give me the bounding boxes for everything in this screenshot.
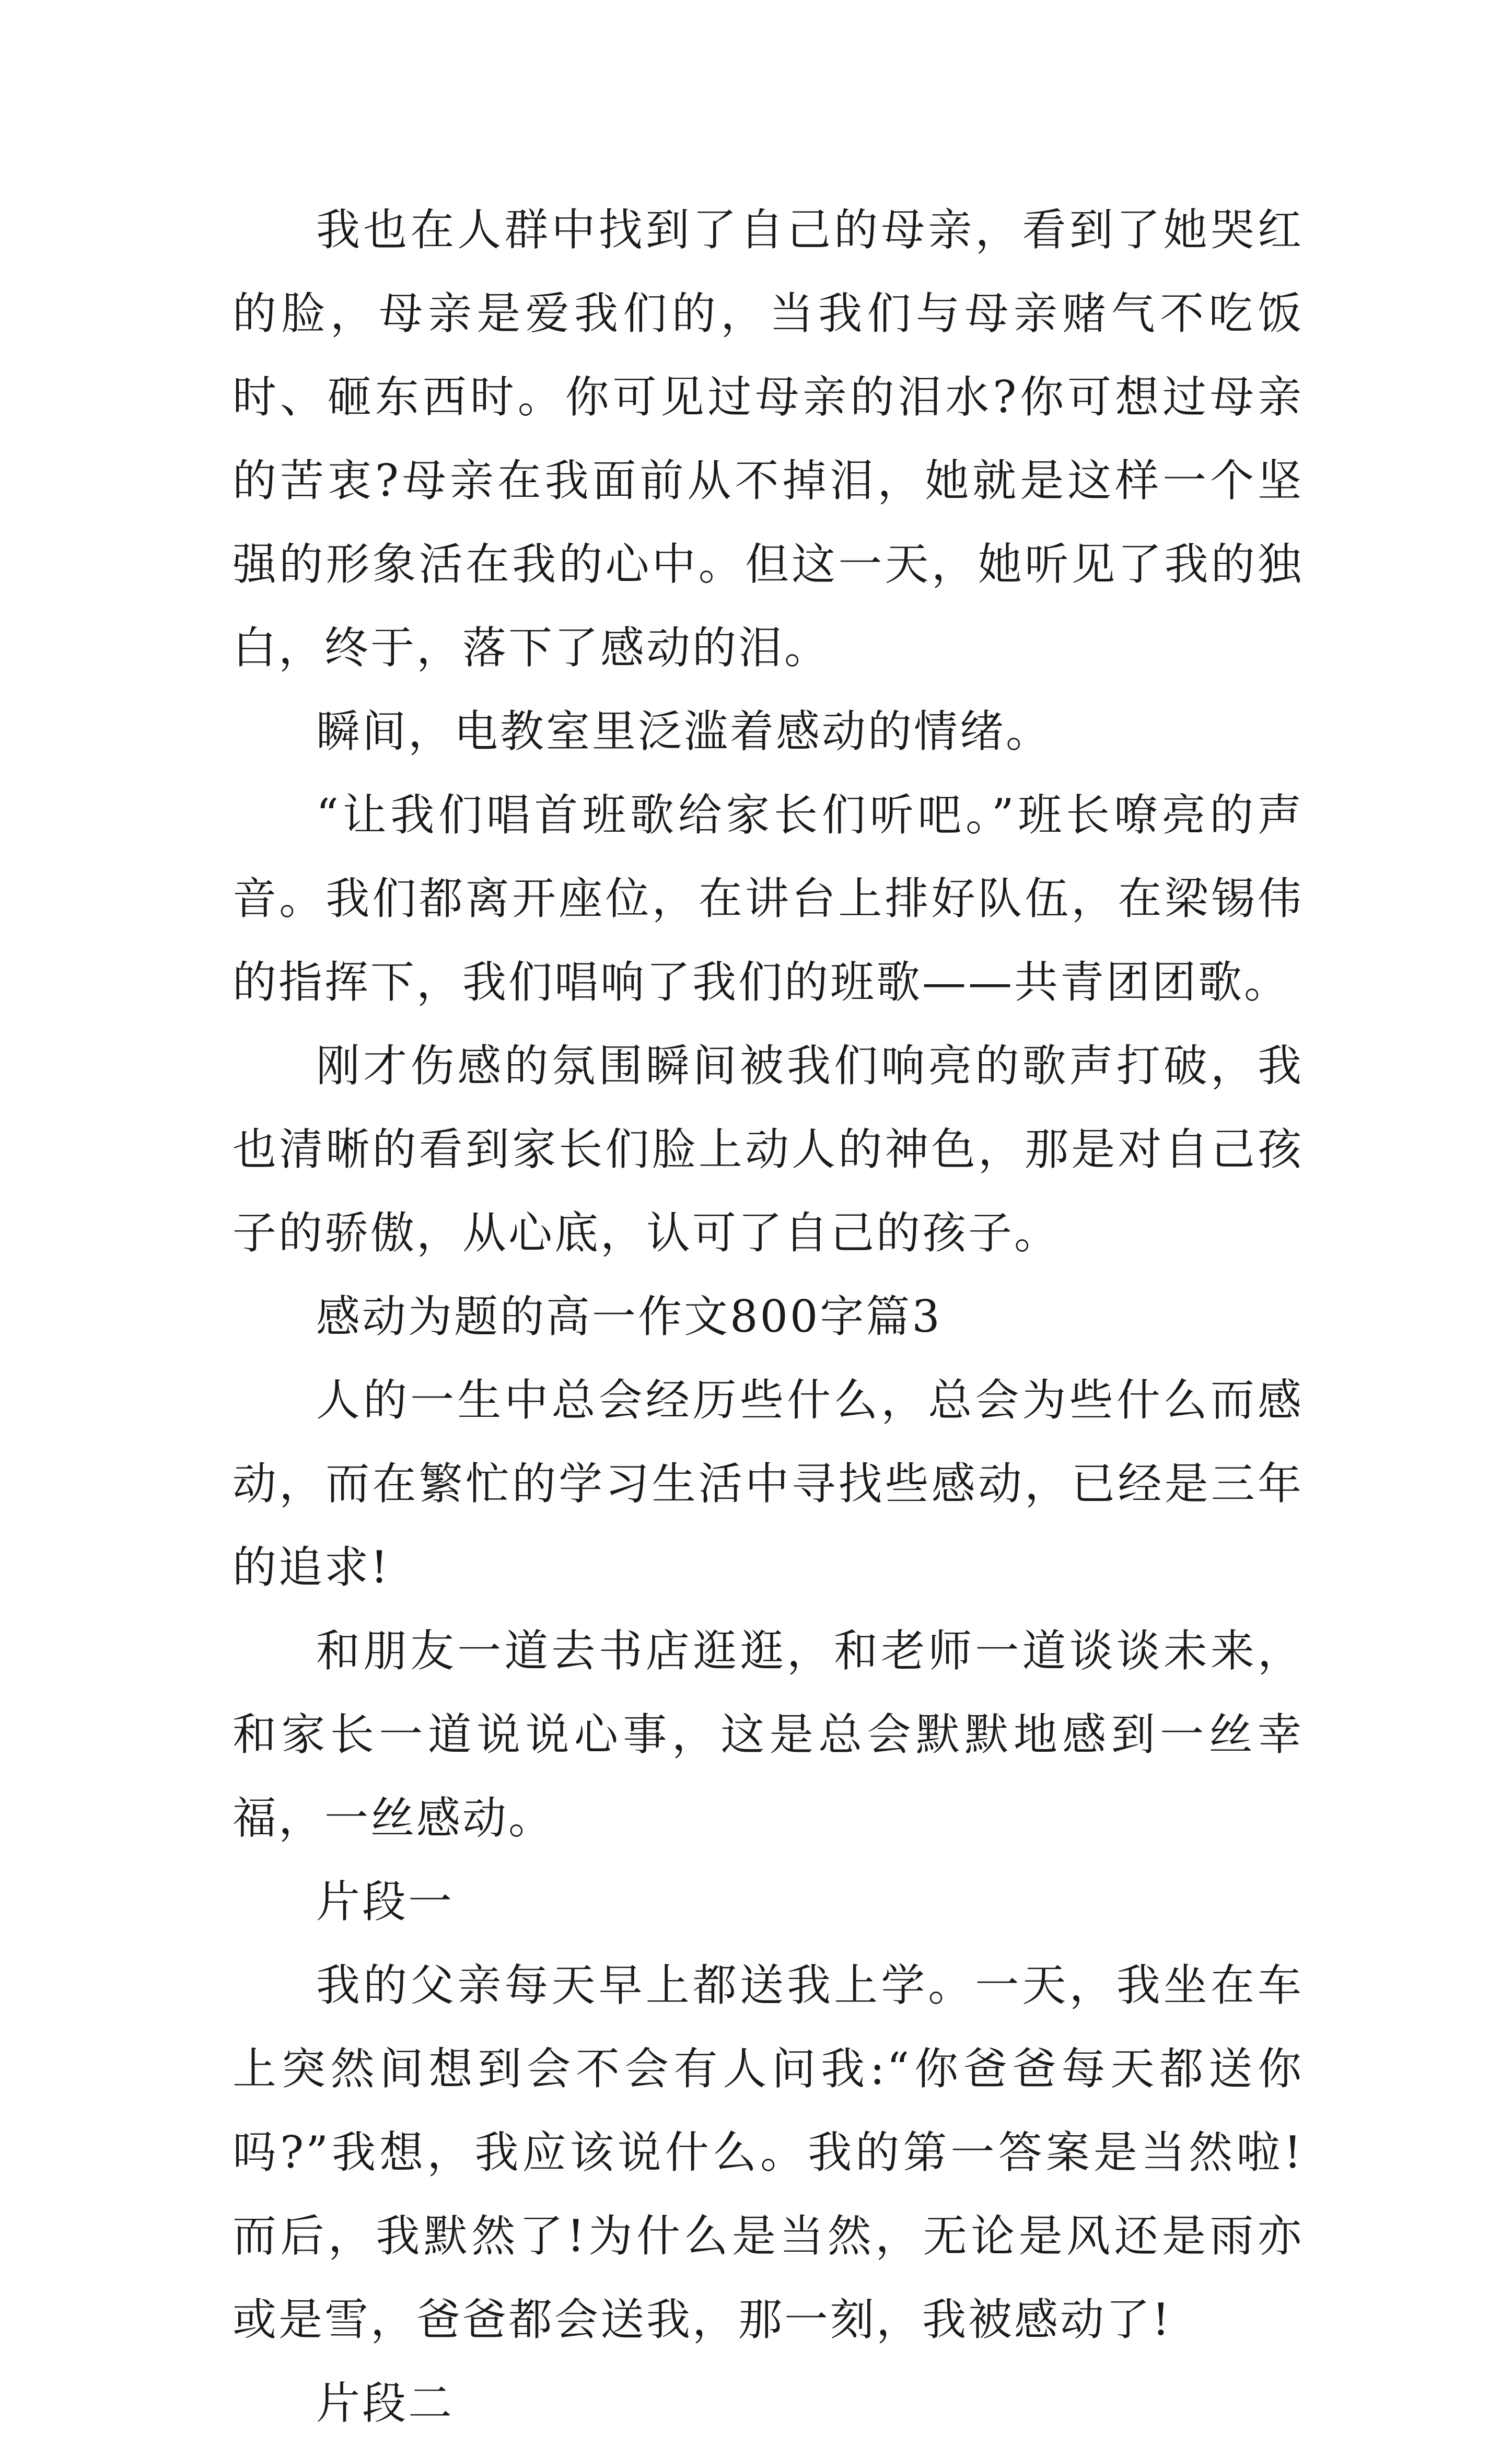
paragraph-friends-teachers: 和朋友一道去书店逛逛，和老师一道谈谈未来，和家长一道说说心事，这是总会默默地感到一丝幸福，一丝感动。 (232, 1625, 1304, 1844)
paragraph-class-song: “让我们唱首班歌给家长们听吧。”班长嘹亮的声音。我们都离开座位，在讲台上排好队伍，在梁锡伟的指挥下，我们唱响了我们的班歌——共青团团歌。 (232, 789, 1304, 1008)
paragraph-father-school: 我的父亲每天早上都送我上学。一天，我坐在车上突然间想到会不会有人问我:“你爸爸每天都送你吗?”我想，我应该说什么。我的第一答案是当然啦!而后，我默然了!为什么是当然，无论是风还是雨亦或是雪，爸爸都会送我，那一刻，我被感动了! (232, 1960, 1304, 2345)
paragraph-mother-tears: 我也在人群中找到了自己的母亲，看到了她哭红的脸，母亲是爱我们的，当我们与母亲赌气不吃饭时、砸东西时。你可见过母亲的泪水?你可想过母亲的苦衷?母亲在我面前从不掉泪，她就是这样一个坚强的形象活在我的心中。但这一天，她听见了我的独白，终于，落下了感动的泪。 (232, 204, 1304, 673)
fragment-heading-1: 片段一 (316, 1876, 455, 1927)
fragment-heading-2: 片段二 (316, 2378, 455, 2429)
paragraph-parents-pride: 刚才伤感的氛围瞬间被我们响亮的歌声打破，我也清晰的看到家长们脸上动人的神色，那是对自己孩子的骄傲，从心底，认可了自己的孩子。 (232, 1040, 1304, 1259)
paragraph-classroom-emotion: 瞬间，电教室里泛滥着感动的情绪。 (316, 706, 1052, 757)
document-body (232, 188, 1304, 2445)
paragraph-life-moved: 人的一生中总会经历些什么，总会为些什么而感动，而在繁忙的学习生活中寻找些感动，已经是三年的追求! (232, 1375, 1304, 1593)
section-heading-essay-3: 感动为题的高一作文800字篇3 (316, 1291, 942, 1342)
